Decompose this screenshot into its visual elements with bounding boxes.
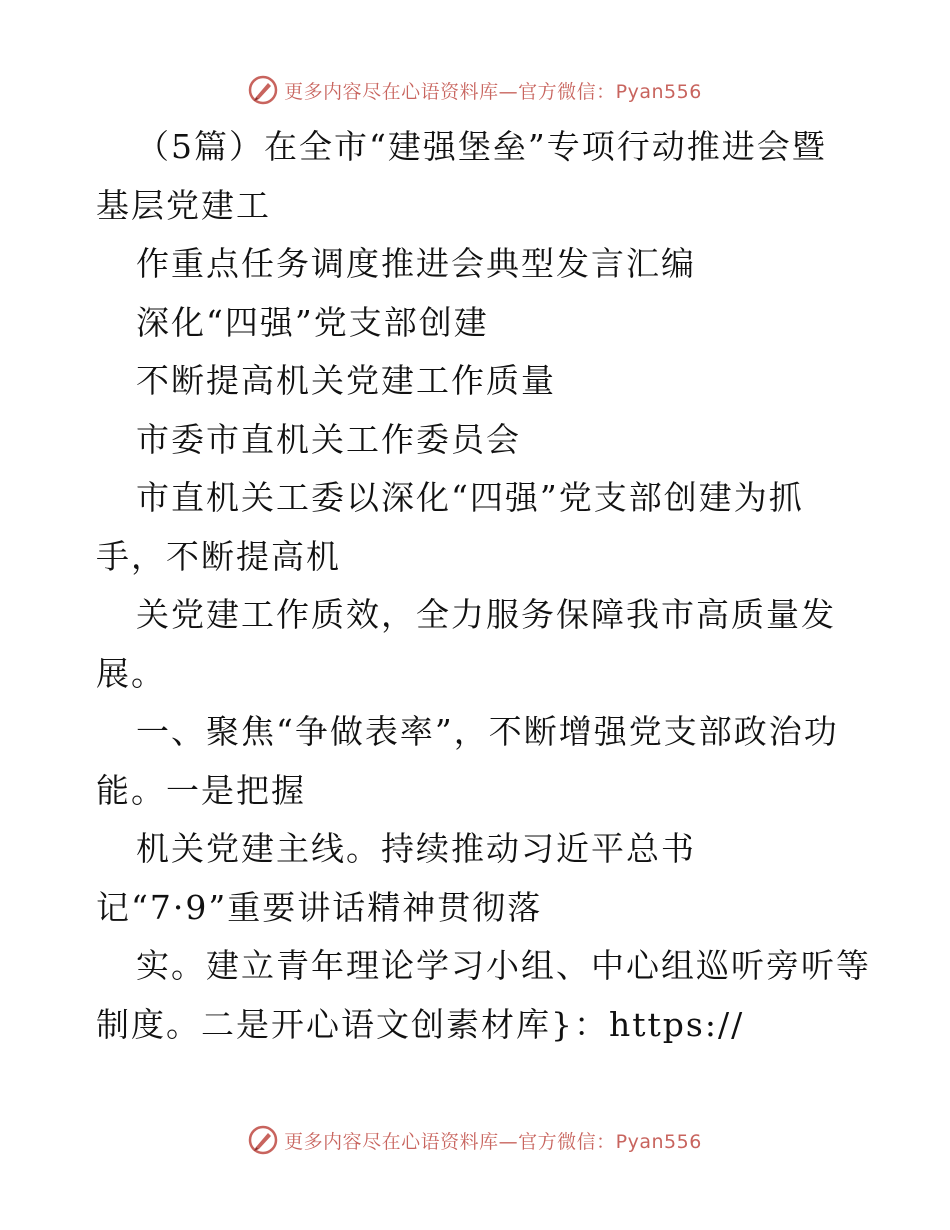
pen-logo-icon (248, 75, 278, 105)
header-watermark-banner (0, 70, 950, 110)
text-line: 机关党建主线。持续推动习近平总书 (136, 829, 696, 868)
pen-logo-icon (248, 1125, 278, 1155)
text-line: 记“7·9”重要讲话精神贯彻落 (96, 887, 543, 927)
text-line: 一、聚焦“争做表率”，不断增强党支部政治功 (136, 712, 839, 751)
document-body (96, 118, 871, 1054)
text-line: 展。 (96, 653, 166, 693)
text-line: 不断提高机关党建工作质量 (136, 361, 556, 400)
watermark-text: 更多内容尽在心语资料库—官方微信：Pyan556 (284, 80, 702, 103)
text-line: 作重点任务调度推进会典型发言汇编 (136, 244, 696, 283)
text-line: 能。一是把握 (96, 770, 306, 810)
footer-watermark-banner (0, 1120, 950, 1160)
text-line: 深化“四强”党支部创建 (136, 302, 489, 342)
text-line: 关党建工作质效，全力服务保障我市高质量发 (136, 595, 836, 634)
text-line: 市委市直机关工作委员会 (136, 419, 521, 459)
text-line: 基层党建工 (96, 185, 271, 225)
text-line: 实。建立青年理论学习小组、中心组巡听旁听等 (136, 946, 871, 985)
text-line: 市直机关工委以深化“四强”党支部创建为抓 (136, 478, 804, 517)
text-line: 手，不断提高机 (96, 536, 341, 576)
watermark-text: 更多内容尽在心语资料库—官方微信：Pyan556 (284, 1130, 702, 1153)
text-line: 制度。二是开心语文创素材库}：https:// (96, 1004, 745, 1044)
text-line: （5篇）在全市“建强堡垒”专项行动推进会暨 (136, 127, 827, 166)
